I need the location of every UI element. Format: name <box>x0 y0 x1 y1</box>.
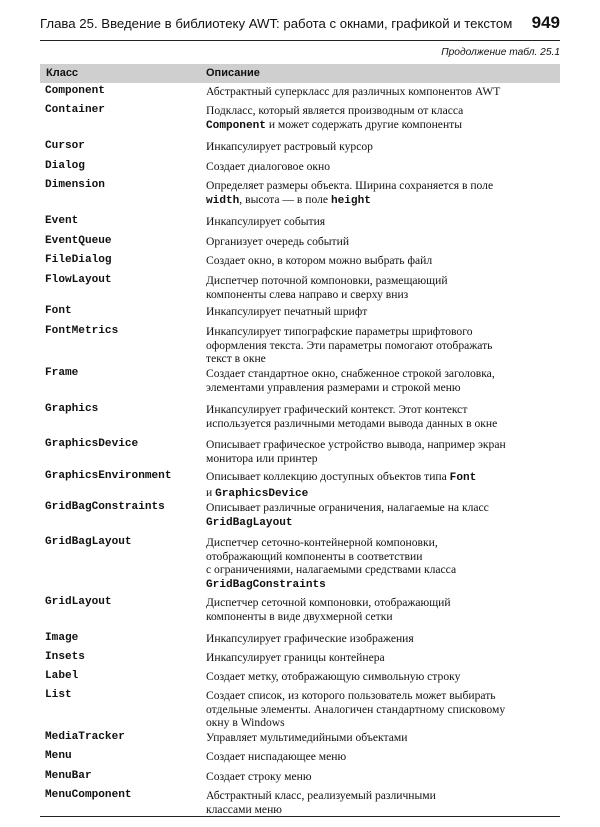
description-text: текст в окне <box>206 352 266 366</box>
description-text: Создает список, из которого пользователь может выбирать <box>206 689 496 702</box>
class-name: MenuBar <box>45 770 92 782</box>
description-text: компоненты слева направо и сверху вниз <box>206 287 409 301</box>
class-description <box>206 731 558 745</box>
description-text: Описывает коллекцию доступных объектов типа <box>206 470 450 483</box>
class-name: MediaTracker <box>45 731 125 743</box>
class-name: GridBagLayout <box>45 536 132 548</box>
code-ref: Component <box>206 119 266 132</box>
class-name: FlowLayout <box>45 274 112 286</box>
description-text: Создает строку меню <box>206 770 312 783</box>
class-description <box>206 274 558 301</box>
description-text: Абстрактный суперкласс для различных компонентов AWT <box>206 85 501 98</box>
class-description <box>206 501 558 530</box>
description-text: Создает стандартное окно, снабженное строкой заголовка, <box>206 367 495 380</box>
description-text: элементами управления размерами и строкой меню <box>206 380 461 394</box>
class-name: GridBagConstraints <box>45 501 165 513</box>
description-text: классами меню <box>206 802 282 816</box>
description-text: оформления текста. Эти параметры помогают отображать <box>206 338 493 352</box>
class-name: Container <box>45 104 105 116</box>
description-text: Абстрактный класс, реализуемый различными <box>206 789 436 802</box>
description-text: Инкапсулирует границы контейнера <box>206 651 385 664</box>
class-description <box>206 85 558 99</box>
running-header <box>40 13 560 37</box>
class-name: EventQueue <box>45 235 112 247</box>
description-text: Создает диалоговое окно <box>206 160 331 173</box>
class-name: Graphics <box>45 403 99 415</box>
code-ref: GraphicsDevice <box>215 487 309 500</box>
description-text: монитора или принтер <box>206 451 318 465</box>
description-text: и <box>206 485 216 499</box>
class-description <box>206 235 558 249</box>
description-text: Описывает различные ограничения, налагаемые на класс <box>206 501 489 514</box>
class-description <box>206 305 558 319</box>
description-text: Организует очередь событий <box>206 235 350 248</box>
description-text: Создает метку, отображающую символьную строку <box>206 670 461 683</box>
class-name: MenuComponent <box>45 789 132 801</box>
column-header-description: Описание <box>206 67 260 79</box>
class-name: Label <box>45 670 79 682</box>
class-name: Dimension <box>45 179 105 191</box>
class-name: Image <box>45 632 79 644</box>
description-text: Инкапсулирует графический контекст. Этот контекст <box>206 403 468 416</box>
class-description <box>206 179 558 208</box>
description-text: Инкапсулирует события <box>206 215 326 228</box>
description-text: Инкапсулирует печатный шрифт <box>206 305 368 318</box>
class-name: Insets <box>45 651 85 663</box>
table-header <box>40 64 560 83</box>
class-name: GraphicsEnvironment <box>45 470 172 482</box>
description-text: Инкапсулирует растровый курсор <box>206 140 373 153</box>
chapter-title: Глава 25. Введение в библиотеку AWT: работа с окнами, графикой и текстом <box>40 16 513 31</box>
code-ref: width <box>206 194 240 207</box>
class-name: GraphicsDevice <box>45 438 139 450</box>
page-number: 949 <box>531 13 560 32</box>
class-name: Component <box>45 85 105 97</box>
class-name: GridLayout <box>45 596 112 608</box>
class-name: Font <box>45 305 72 317</box>
class-name: Event <box>45 215 79 227</box>
class-name: Cursor <box>45 140 85 152</box>
description-text: Определяет размеры объекта. Ширина сохраняется в поле <box>206 179 494 192</box>
class-name: List <box>45 689 72 701</box>
code-ref: GridBagConstraints <box>206 578 326 591</box>
class-description <box>206 470 558 501</box>
class-description <box>206 596 558 623</box>
description-text: Инкапсулирует типографские параметры шрифтового <box>206 325 473 338</box>
class-description <box>206 651 558 665</box>
code-ref: GridBagLayout <box>206 516 293 529</box>
class-description <box>206 367 558 394</box>
class-name: Dialog <box>45 160 85 172</box>
header-rule <box>40 40 560 41</box>
column-header-class: Класс <box>46 67 79 79</box>
class-description <box>206 770 558 784</box>
code-ref: Font <box>449 472 477 484</box>
table-bottom-rule <box>40 816 560 817</box>
description-text: окну в Windows <box>206 716 285 730</box>
class-name: FileDialog <box>45 254 112 266</box>
class-description <box>206 140 558 154</box>
description-text: отображающий компоненты в соответствии <box>206 549 423 563</box>
class-description <box>206 689 558 730</box>
class-name: Menu <box>45 750 72 762</box>
description-text: Диспетчер сеточной компоновки, отображающий <box>206 596 451 609</box>
description-text: Диспетчер сеточно-контейнерной компоновки, <box>206 536 438 549</box>
description-text: Инкапсулирует графические изображения <box>206 632 414 645</box>
description-text: Описывает графическое устройство вывода, например экран <box>206 438 506 451</box>
code-ref: height <box>330 194 371 207</box>
description-text: Диспетчер поточной компоновки, размещающий <box>206 274 448 287</box>
class-name: FontMetrics <box>45 325 119 337</box>
class-description <box>206 325 558 366</box>
class-description <box>206 789 558 816</box>
description-text: используется различными методами вывода данных в окне <box>206 416 498 430</box>
table-continued-label: Продолжение табл. 25.1 <box>441 47 560 58</box>
class-description <box>206 403 558 430</box>
description-text: и может содержать другие компоненты <box>265 117 463 131</box>
description-text: отдельные элементы. Аналогичен стандартному списковому <box>206 702 506 716</box>
description-text: с ограничениями, налагаемыми средствами класса <box>206 563 457 577</box>
class-description <box>206 438 558 465</box>
description-text: компоненты в виде двухмерной сетки <box>206 609 393 623</box>
class-description <box>206 750 558 764</box>
class-description <box>206 215 558 229</box>
class-description <box>206 536 558 592</box>
description-text: Создает окно, в котором можно выбрать файл <box>206 254 433 267</box>
class-description <box>206 632 558 646</box>
description-text: Подкласс, который является производным от класса <box>206 104 464 117</box>
description-text: Создает ниспадающее меню <box>206 750 347 763</box>
class-description <box>206 104 558 133</box>
class-description <box>206 160 558 174</box>
class-description <box>206 254 558 268</box>
description-text: , высота — в поле <box>239 192 331 206</box>
description-text: Управляет мультимедийными объектами <box>206 731 408 744</box>
class-description <box>206 670 558 684</box>
class-name: Frame <box>45 367 79 379</box>
